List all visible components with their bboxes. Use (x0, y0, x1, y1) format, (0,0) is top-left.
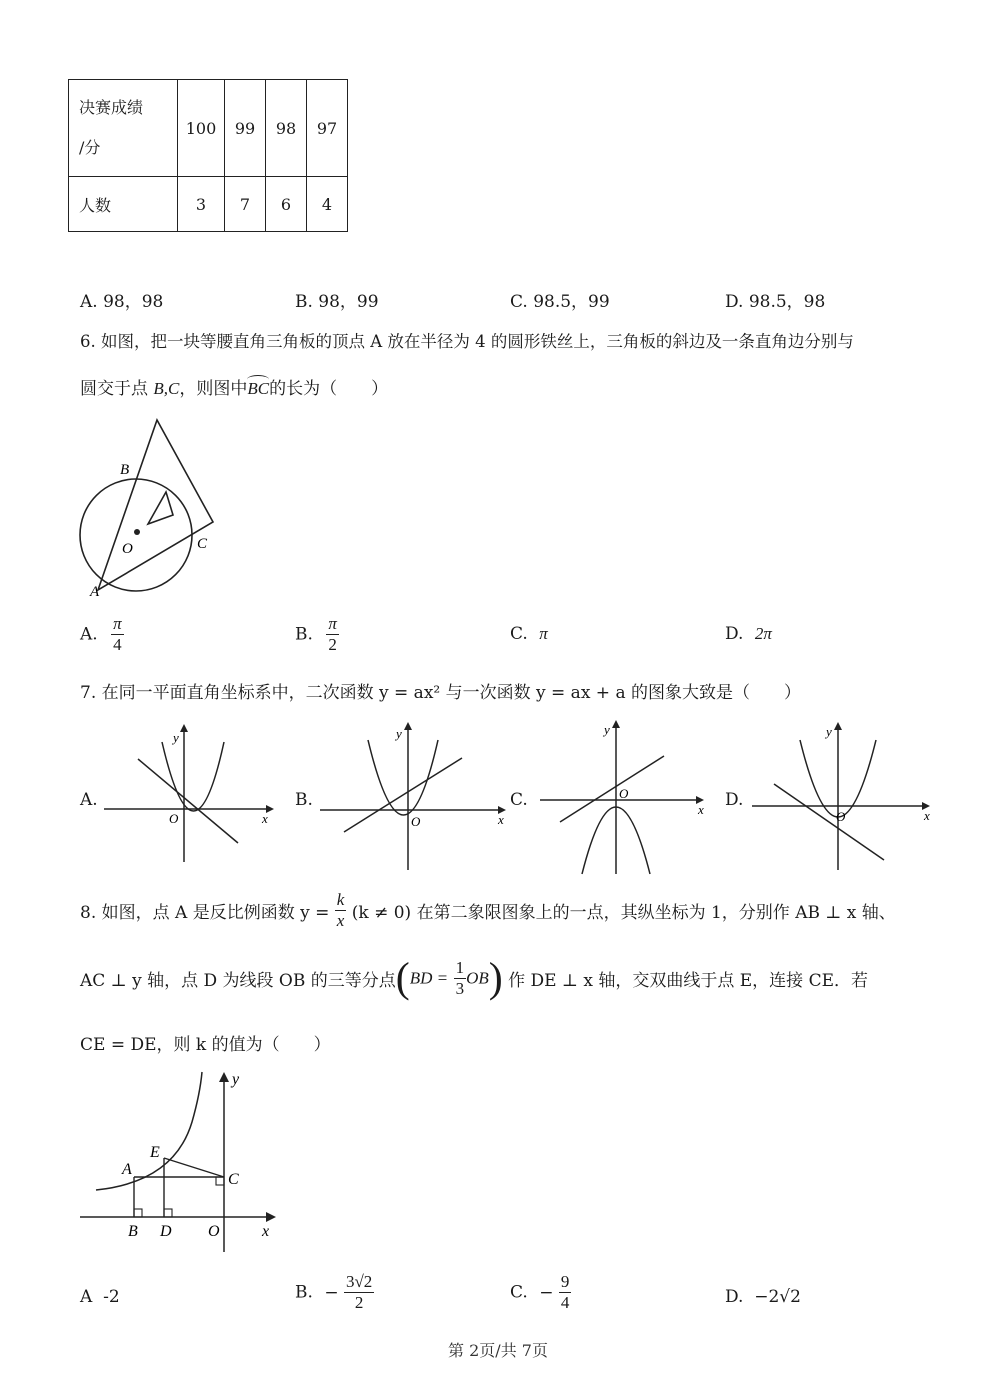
svg-text:E: E (150, 1144, 160, 1161)
label-a: A (90, 584, 100, 600)
svg-text:y: y (232, 1071, 240, 1088)
q7-graph-c (540, 718, 710, 876)
table-cell: 3 (178, 177, 225, 232)
q5-option-a[interactable]: A. 98，98 (80, 292, 164, 312)
q7-option-b[interactable]: B. (295, 790, 313, 810)
score-table (68, 79, 348, 232)
table-header-label: 决赛成绩 /分 (69, 80, 178, 177)
q7-graph-b (320, 720, 512, 872)
q5-option-d[interactable]: D. 98.5，98 (725, 292, 826, 312)
q6-figure (70, 410, 230, 605)
q7-option-c[interactable]: C. (510, 790, 528, 810)
table-cell: 99 (225, 80, 266, 177)
q5-option-b[interactable]: B. 98，99 (295, 292, 379, 312)
label-b: B (120, 462, 130, 478)
svg-text:x: x (924, 808, 930, 823)
svg-text:x: x (498, 812, 504, 827)
table-cell: 6 (266, 177, 307, 232)
svg-text:D: D (160, 1223, 172, 1240)
svg-text:B: B (128, 1223, 138, 1240)
q7-graph-d (752, 720, 936, 872)
q8-stem-line1: 8. 如图，点 A 是反比例函数 y = $\frac{k}{x}$ (k ≠ 0) 在第二象限图象上的一点，其纵坐标为 1，分别作 AB ⊥ x 轴、 (80, 890, 896, 930)
q6-stem-line1: 6. 如图，把一块等腰直角三角板的顶点 A 放在半径为 4 的圆形铁丝上，三角板的斜边及一条直角边分别与 (80, 332, 854, 351)
svg-text:O: O (208, 1223, 220, 1240)
table-cell: 7 (225, 177, 266, 232)
q5-option-c[interactable]: C. 98.5，99 (510, 292, 610, 312)
svg-text:x: x (262, 1223, 270, 1240)
q8-stem-line3: CE = DE，则 k 的值为（ ） (80, 1035, 331, 1055)
page-footer: 第 2页/共 7页 (448, 1341, 548, 1360)
svg-text:C: C (228, 1171, 239, 1188)
svg-text:y: y (173, 730, 179, 745)
svg-text:x: x (698, 802, 704, 817)
table-cell: 4 (307, 177, 348, 232)
triangle-board (98, 420, 213, 590)
q7-option-d[interactable]: D. (725, 790, 744, 810)
triangle-hole (148, 492, 173, 524)
q8-option-a[interactable]: A -2 (80, 1287, 120, 1307)
q8-stem-line2: AC ⊥ y 轴，点 D 为线段 OB 的三等分点(BD = $\frac{1}{3}$ OB) 作 DE ⊥ x 轴，交双曲线于点 E，连接 CE．若 (80, 955, 869, 1002)
q6-stem-line2: 圆交于点 B,C，则图中 BC的长为（ ） (80, 374, 388, 399)
q8-option-d[interactable]: D. −2√2 (725, 1287, 801, 1307)
table-row (69, 177, 348, 232)
svg-text:x: x (262, 811, 268, 826)
q7-stem: 7. 在同一平面直角坐标系中，二次函数 y = ax² 与一次函数 y = ax + a 的图象大致是（ ） (80, 683, 801, 703)
table-cell: 97 (307, 80, 348, 177)
circle-shape (80, 479, 192, 591)
table-cell: 98 (266, 80, 307, 177)
svg-text:y: y (604, 722, 610, 737)
svg-text:O: O (836, 809, 846, 824)
arc-bc: BC (247, 379, 269, 399)
q8-figure (76, 1066, 286, 1256)
table-cell: 100 (178, 80, 225, 177)
q8-option-b[interactable]: B. − $\frac{3√2}{2}$ (295, 1272, 373, 1312)
svg-text:O: O (169, 811, 179, 826)
q8-option-c[interactable]: C. − $\frac{9}{4}$ (510, 1272, 570, 1312)
table-count-label: 人数 (69, 177, 178, 232)
label-o: O (122, 541, 133, 557)
q7-graph-a (104, 722, 280, 867)
svg-text:O: O (411, 814, 421, 829)
svg-text:A: A (122, 1161, 132, 1178)
q6-option-d[interactable]: D. 2π (725, 624, 772, 644)
q6-option-c[interactable]: C. π (510, 624, 548, 644)
table-row (69, 80, 348, 177)
label-c: C (197, 536, 208, 552)
center-dot (134, 529, 140, 535)
q6-option-a[interactable]: A. $\frac{\pi}{4}$ (80, 614, 122, 654)
svg-text:y: y (826, 724, 832, 739)
q7-option-a[interactable]: A. (80, 790, 98, 810)
svg-text:O: O (619, 786, 629, 801)
q6-option-b[interactable]: B. $\frac{\pi}{2}$ (295, 614, 337, 654)
svg-text:y: y (396, 726, 402, 741)
